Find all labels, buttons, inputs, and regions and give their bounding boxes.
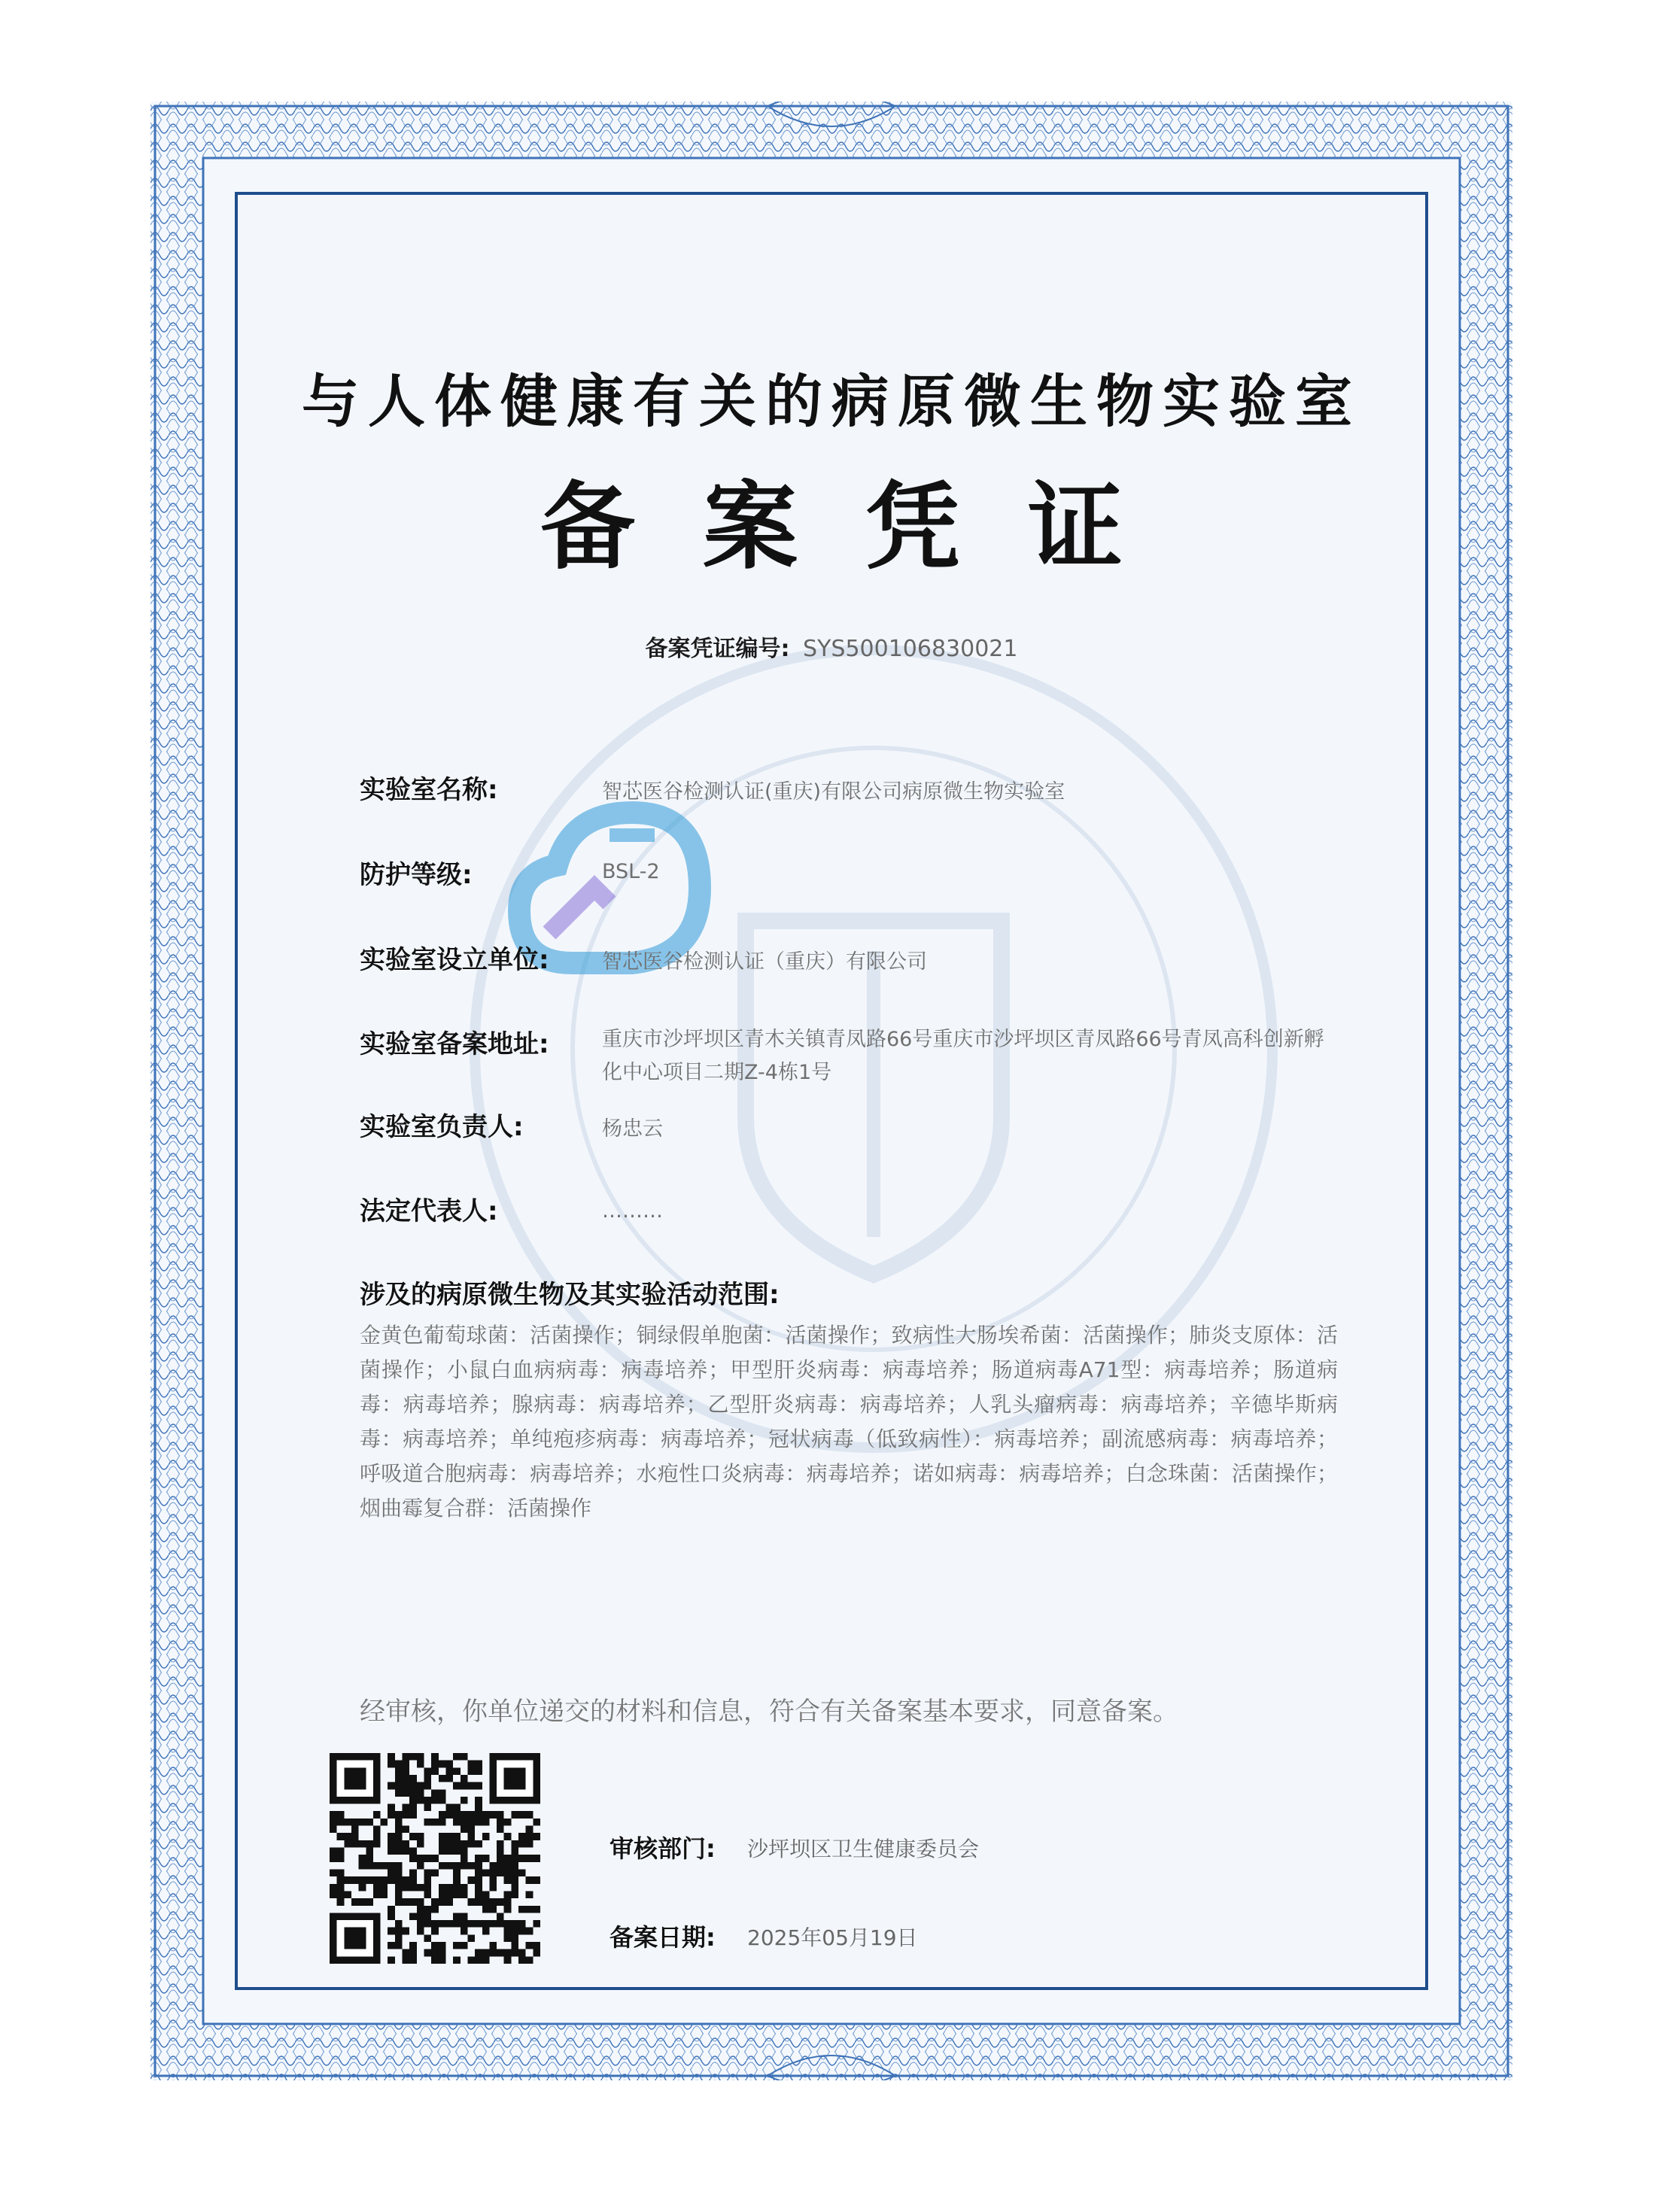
lab-head-value: 杨忠云 bbox=[602, 1117, 663, 1141]
legal-representative-label: 法定代表人: bbox=[360, 1196, 498, 1226]
certificate-subtitle: 备案凭证 bbox=[540, 472, 1190, 582]
lab-name-value: 智芯医谷检测认证(重庆)有限公司病原微生物实验室 bbox=[602, 780, 1065, 804]
filing-date-value: 2025年05月19日 bbox=[747, 1925, 918, 1950]
certificate-number-label: 备案凭证编号: bbox=[645, 636, 790, 662]
certificate-number-row bbox=[150, 630, 1512, 663]
qr-code-icon bbox=[330, 1753, 540, 1964]
brand-logo-watermark bbox=[459, 782, 760, 1031]
scope-title: 涉及的病原微生物及其实验活动范围: bbox=[360, 1280, 780, 1310]
protection-level-value: BSL-2 bbox=[602, 860, 660, 883]
filing-address-value: 重庆市沙坪坝区青木关镇青凤路66号重庆市沙坪坝区青凤路66号青凤高科创新孵化中心项目二期Z-4栋1号 bbox=[602, 1028, 1324, 1084]
certificate-title: 与人体健康有关的病原微生物实验室 bbox=[302, 368, 1361, 435]
legal-representative-value: ……… bbox=[602, 1199, 663, 1223]
filing-address-label: 实验室备案地址: bbox=[360, 1029, 549, 1059]
protection-level-label: 防护等级: bbox=[360, 860, 473, 890]
lab-name-label: 实验室名称: bbox=[360, 775, 498, 805]
certificate-number-value: SYS500106830021 bbox=[803, 636, 1018, 662]
review-dept-label: 审核部门: bbox=[609, 1834, 716, 1863]
establishing-unit-value: 智芯医谷检测认证（重庆）有限公司 bbox=[602, 950, 927, 974]
approval-note: 经审核，你单位递交的材料和信息，符合有关备案基本要求，同意备案。 bbox=[360, 1697, 1178, 1727]
lab-head-label: 实验室负责人: bbox=[360, 1112, 524, 1142]
review-dept-value: 沙坪坝区卫生健康委员会 bbox=[747, 1837, 980, 1861]
filing-date-label: 备案日期: bbox=[609, 1923, 716, 1952]
scope-text: 金黄色葡萄球菌：活菌操作；铜绿假单胞菌：活菌操作；致病性大肠埃希菌：活菌操作；肺炎支原体：活菌操作；小鼠白血病病毒：病毒培养；甲型肝炎病毒：病毒培养；肠道病毒A71型：病毒培养；肠道病毒：病毒培养；腺病毒：病毒培养；乙型肝炎病毒：病毒培养；人乳头瘤病毒：病毒培养；辛德毕斯病毒：病毒培养；单纯疱疹病毒：病毒培养；冠状病毒（低致病性）：病毒培养；副流感病毒：病毒培养；呼吸道合胞病毒：病毒培养；水疱性口炎病毒：病毒培养；诺如病毒：病毒培养；白念珠菌：活菌操作；烟曲霉复合群：活菌操作 bbox=[360, 1323, 1338, 1521]
establishing-unit-label: 实验室设立单位: bbox=[360, 945, 549, 975]
